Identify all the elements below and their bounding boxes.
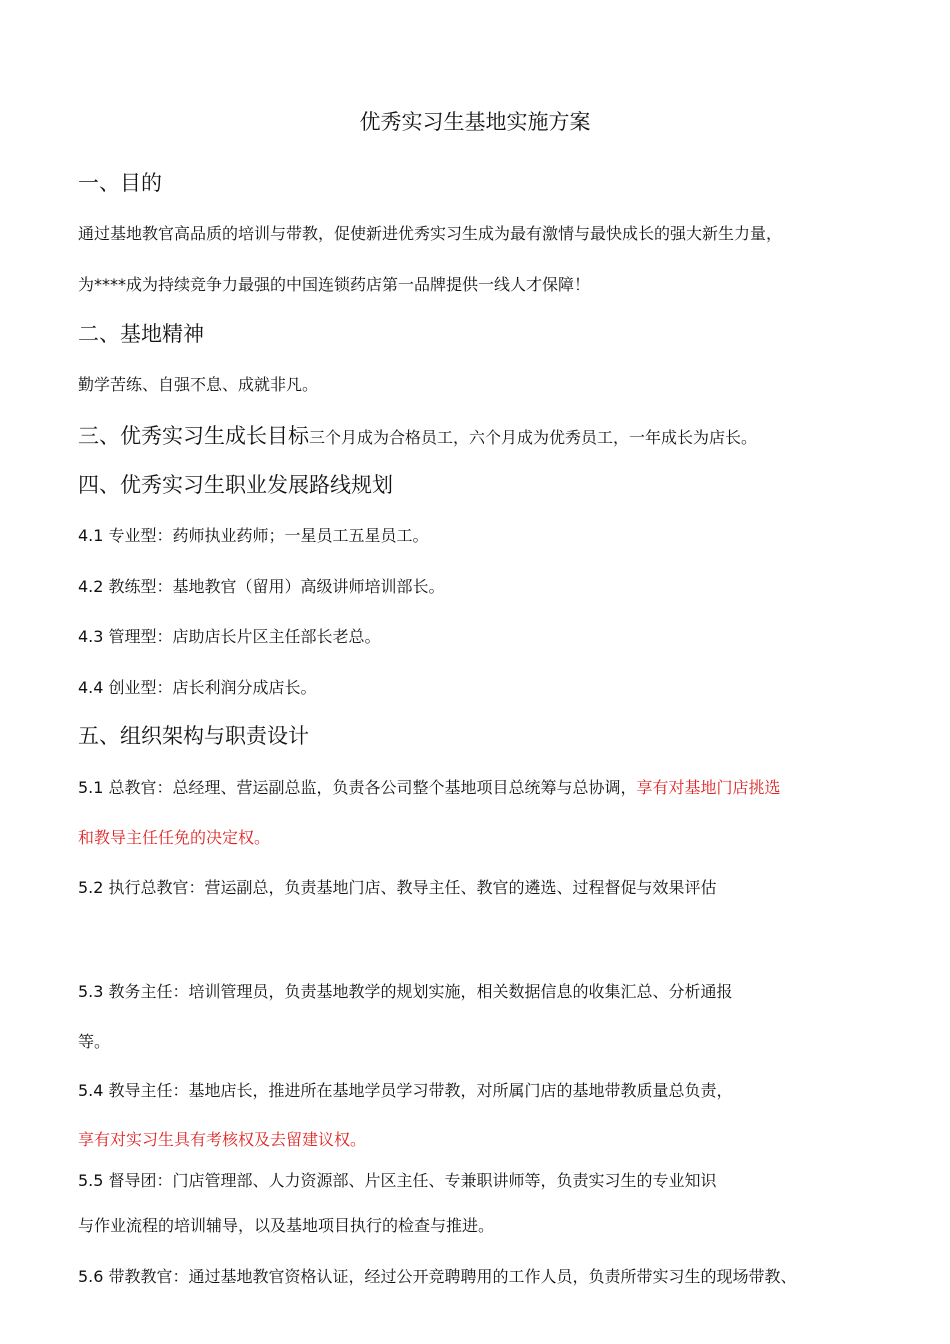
section-1-heading: 一、目的 (78, 171, 162, 195)
section-4-item: 4.1 专业型：药师执业药师；一星员工五星员工。 (78, 526, 429, 545)
section-4-item: 4.3 管理型：店助店长片区主任部长老总。 (78, 627, 381, 646)
section-1-paragraph-line-2: 为****成为持续竞争力最强的中国连锁药店第一品牌提供一线人才保障！ (78, 275, 591, 294)
section-5-item-3-line-1: 5.3 教务主任：培训管理员，负责基地教学的规划实施，相关数据信息的收集汇总、分析通报 (78, 982, 733, 1001)
section-4-item: 4.2 教练型：基地教官（留用）高级讲师培训部长。 (78, 577, 445, 596)
section-3-heading: 三、优秀实习生成长目标 (78, 424, 309, 448)
section-5-item-3-line-2: 等。 (78, 1032, 111, 1051)
section-5-item-1-line-1 (78, 775, 781, 798)
section-4-heading: 四、优秀实习生职业发展路线规划 (78, 473, 393, 497)
document-title: 优秀实习生基地实施方案 (359, 110, 591, 134)
section-2-paragraph: 勤学苦练、自强不息、成就非凡。 (78, 375, 319, 394)
section-2-heading: 二、基地精神 (78, 322, 204, 346)
section-1-paragraph-line-1: 通过基地教官高品质的培训与带教，促使新进优秀实习生成为最有激情与最快成长的强大新生力量， (78, 224, 783, 243)
section-5-item-1-text: 5.1 总教官：总经理、营运副总监，负责各公司整个基地项目总统筹与总协调， (78, 778, 637, 797)
section-5-item-5-line-2: 与作业流程的培训辅导，以及基地项目执行的检查与推进。 (78, 1216, 495, 1235)
section-5-item-4-line-2-highlight: 享有对实习生具有考核权及去留建议权。 (78, 1130, 367, 1149)
section-4-item: 4.4 创业型：店长利润分成店长。 (78, 678, 317, 697)
section-5-item-1-highlight: 享有对基地门店挑选 (636, 778, 781, 797)
section-5-item-4-line-1: 5.4 教导主任：基地店长，推进所在基地学员学习带教，对所属门店的基地带教质量总负责， (78, 1081, 733, 1100)
section-5-heading: 五、组织架构与职责设计 (78, 724, 309, 748)
section-5-item-1-line-2-highlight: 和教导主任任免的决定权。 (78, 828, 271, 847)
section-5-item-2: 5.2 执行总教官：营运副总，负责基地门店、教导主任、教官的遴选、过程督促与效果评估 (78, 878, 717, 897)
section-5-item-5-line-1: 5.5 督导团：门店管理部、人力资源部、片区主任、专兼职讲师等，负责实习生的专业知识 (78, 1171, 717, 1190)
section-3-text: 三个月成为合格员工，六个月成为优秀员工，一年成长为店长。 (309, 428, 758, 447)
section-3-line (78, 420, 757, 450)
section-5-item-6-line-1: 5.6 带教教官：通过基地教官资格认证，经过公开竞聘聘用的工作人员，负责所带实习生的现场带教、 (78, 1267, 797, 1286)
